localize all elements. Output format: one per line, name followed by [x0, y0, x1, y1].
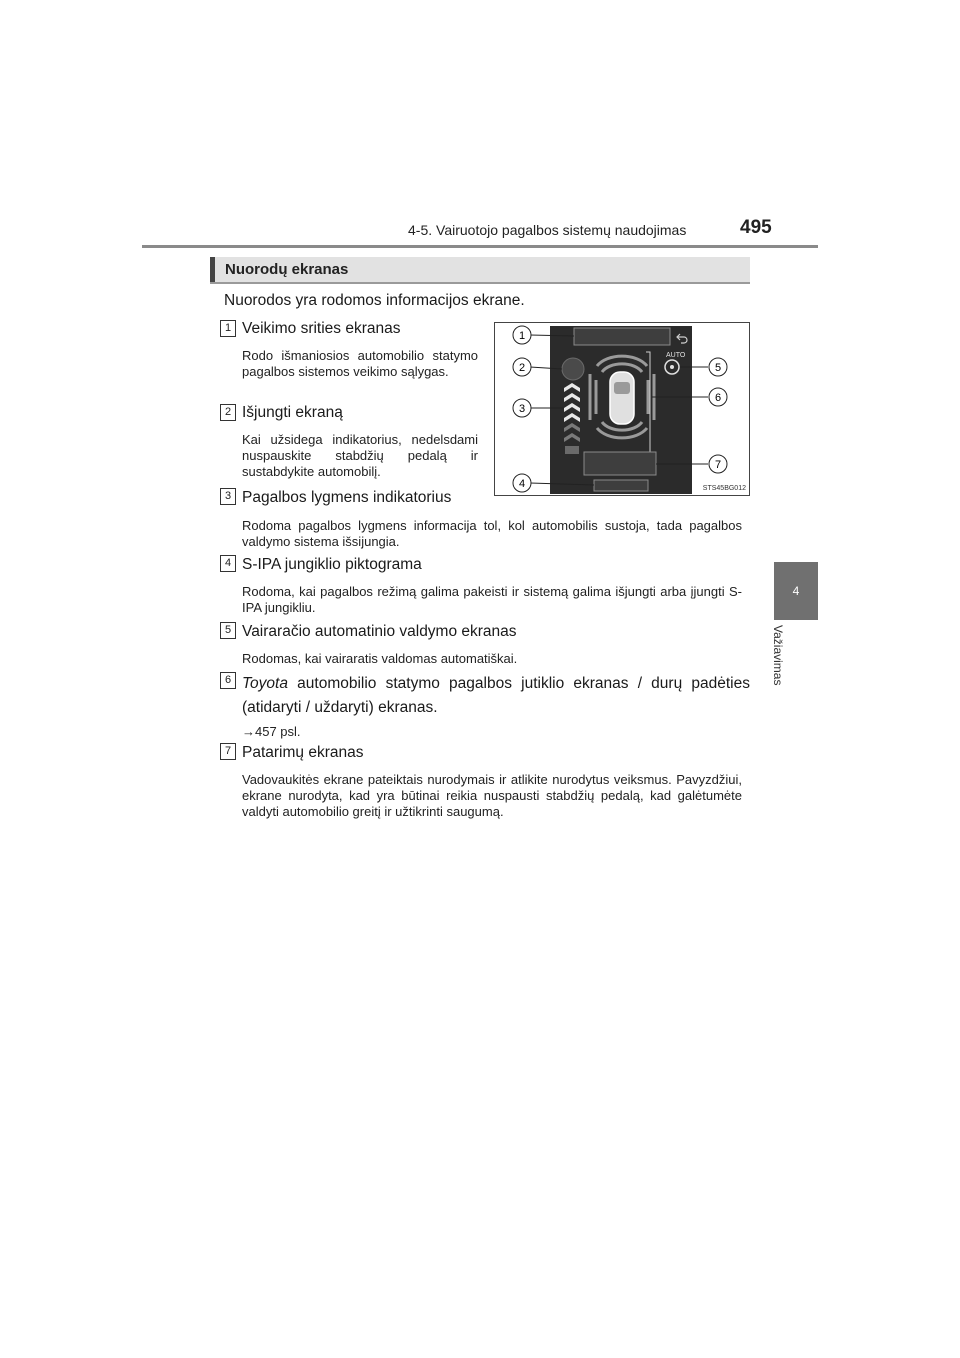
advice-panel [584, 452, 656, 475]
item-title-1: Veikimo srities ekranas [242, 320, 401, 337]
item-body-1: Rodo išmaniosios automobilio statymo pagalbos sistemos veikimo sąlygas. [242, 348, 478, 379]
item-body-4: Rodoma, kai pagalbos režimą galima pakeisti ir sistemą galima išjungti arba įjungti S-IPA jungikliu. [242, 584, 742, 615]
callout-7: 7 [714, 459, 722, 471]
item-number-7: 7 [220, 743, 236, 760]
chapter-tab-label-wrap [771, 625, 806, 715]
item-number-3: 3 [220, 488, 236, 505]
chapter-title: 4-5. Vairuotojo pagalbos sistemų naudojimas [408, 222, 687, 238]
section-intro: Nuorodos yra rodomos informacijos ekrane. [224, 292, 525, 309]
callout-6: 6 [714, 392, 722, 404]
operation-area-bar [574, 328, 670, 345]
item-number-6: 6 [220, 672, 236, 689]
item-title-4: S-IPA jungiklio piktograma [242, 556, 422, 573]
chapter-tab-label: Važiavimas [771, 625, 785, 686]
item-body-2: Kai užsidega indikatorius, nedelsdami nuspauskite stabdžių pedalą ir sustabdykite automobilį. [242, 432, 478, 479]
item-title-2: Išjungti ekraną [242, 404, 343, 421]
steering-wheel-hub [670, 365, 674, 369]
item-title-6-rest: automobilio statymo pagalbos jutiklio ekranas / durų padėties (atidaryti / uždaryti) ekranas. [242, 675, 750, 716]
item-body-3: Rodoma pagalbos lygmens informacija tol, kol automobilis sustoja, tada pagalbos valdymo sistema išsijungia. [242, 518, 742, 549]
item-number-4: 4 [220, 555, 236, 572]
section-header [210, 257, 750, 284]
car-top-view-icon [610, 372, 634, 424]
guidance-display-figure [494, 322, 750, 496]
item-number-5: 5 [220, 622, 236, 639]
s-ipa-switch-icon [594, 480, 648, 491]
item-title-5: Vairaračio automatinio valdymo ekranas [242, 623, 517, 640]
callout-2: 2 [518, 362, 526, 374]
section-title: Nuorodų ekranas [225, 261, 349, 278]
item-title-6-brand: Toyota [242, 675, 288, 692]
callout-4: 4 [518, 478, 526, 490]
header-rule [142, 245, 818, 248]
item-number-1: 1 [220, 320, 236, 337]
item-body-5: Rodomas, kai vairaratis valdomas automatiškai. [242, 651, 518, 666]
section-accent [210, 257, 215, 282]
figure-code: STS45BG012 [702, 485, 746, 492]
callout-3: 3 [518, 403, 526, 415]
page-number: 495 [740, 217, 772, 238]
item-title-3: Pagalbos lygmens indikatorius [242, 489, 452, 506]
item-number-2: 2 [220, 404, 236, 421]
car-windshield [614, 382, 630, 394]
callout-1: 1 [518, 330, 526, 342]
item-body-7: Vadovaukitės ekrane pateiktais nurodymais ir atlikite nurodytus veiksmus. Pavyzdžiui, ekrane nurodyta, kad yra būtinai reikia nuspausti stabdžių pedalą, kad galėtumėte valdyti automobilio greitį ir užtikrinti saugumą. [242, 772, 742, 819]
off-button-icon [562, 358, 584, 380]
item-title-7: Patarimų ekranas [242, 744, 364, 761]
chapter-tab: 4 [774, 562, 818, 620]
callout-5: 5 [714, 362, 722, 374]
item-title-6 [242, 672, 750, 720]
auto-label: AUTO [666, 352, 686, 359]
item-body-6: →457 psl. [242, 724, 301, 739]
